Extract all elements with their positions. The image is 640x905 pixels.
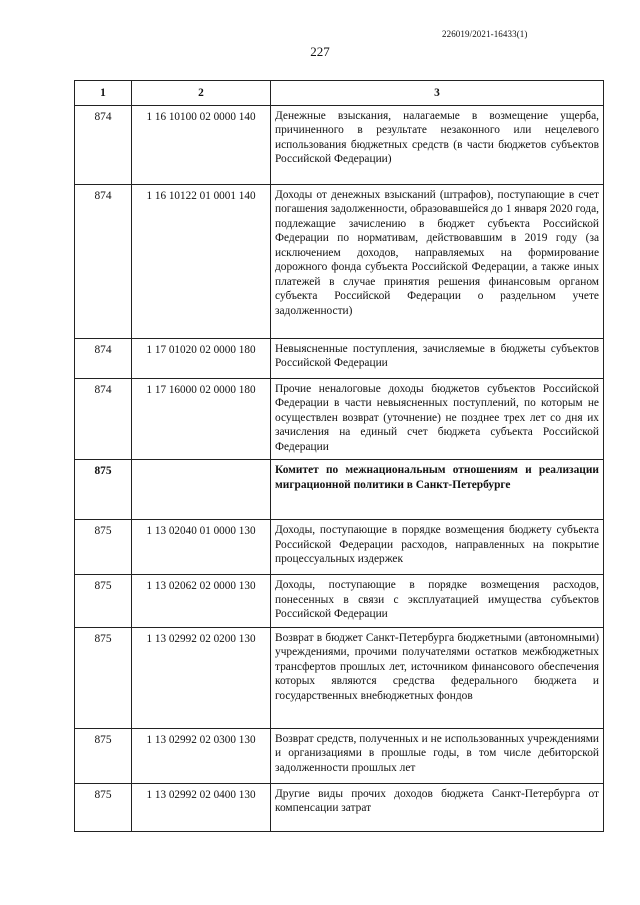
kbk-code: 1 17 16000 02 0000 180 [132, 378, 271, 460]
kbk-code: 1 13 02062 02 0000 130 [132, 575, 271, 628]
table-header-row [75, 81, 604, 106]
table-row [75, 338, 604, 378]
revenue-description: Возврат средств, полученных и не использованных учреждениями и организациями в прошлые годы, в том числе дебиторской задолженности прошлых лет [271, 728, 604, 783]
admin-code: 874 [75, 105, 132, 184]
revenue-description: Возврат в бюджет Санкт-Петербурга бюджетными (автономными) учреждениями, прочими получателями остатков межбюджетных трансфертов прошлых лет, источником финансового обеспечения которых являются средства федерального бюджета и государственных внебюджетных фондов [271, 627, 604, 728]
admin-code: 875 [75, 575, 132, 628]
table-row-administrator-heading [75, 460, 604, 520]
table-row [75, 184, 604, 338]
administrator-name: Комитет по межнациональным отношениям и реализации миграционной политики в Санкт-Петербурге [271, 460, 604, 520]
admin-code: 874 [75, 184, 132, 338]
table-row [75, 378, 604, 460]
header-col-1: 1 [75, 81, 132, 106]
kbk-code [132, 460, 271, 520]
table-row [75, 575, 604, 628]
admin-code: 875 [75, 728, 132, 783]
table-row [75, 783, 604, 831]
page-number: 227 [310, 44, 330, 59]
revenue-codes-table [74, 80, 604, 832]
kbk-code: 1 13 02040 01 0000 130 [132, 520, 271, 575]
kbk-code: 1 16 10122 01 0001 140 [132, 184, 271, 338]
kbk-code: 1 13 02992 02 0200 130 [132, 627, 271, 728]
admin-code: 875 [75, 627, 132, 728]
table-row [75, 105, 604, 184]
admin-code: 874 [75, 378, 132, 460]
admin-code: 875 [75, 783, 132, 831]
revenue-description: Доходы, поступающие в порядке возмещения расходов, понесенных в связи с эксплуатацией имущества субъектов Российской Федерации [271, 575, 604, 628]
revenue-description: Доходы от денежных взысканий (штрафов), поступающие в счет погашения задолженности, образовавшейся до 1 января 2020 года, подлежащие зачислению в бюджет субъекта Российской Федерации по нормативам, действовавшим в 2019 году (за исключением доходов, направляемых на формирование дорожного фонда субъекта Российской Федерации, а также иных платежей в случае принятия решения финансовым органом субъекта Российской Федерации о раздельном учете задолженности) [271, 184, 604, 338]
table-row [75, 520, 604, 575]
header-col-3: 3 [271, 81, 604, 106]
table-row [75, 728, 604, 783]
kbk-code: 1 13 02992 02 0300 130 [132, 728, 271, 783]
kbk-code: 1 13 02992 02 0400 130 [132, 783, 271, 831]
kbk-code: 1 16 10100 02 0000 140 [132, 105, 271, 184]
revenue-description: Другие виды прочих доходов бюджета Санкт-Петербурга от компенсации затрат [271, 783, 604, 831]
revenue-description: Денежные взыскания, налагаемые в возмещение ущерба, причиненного в результате незаконного или нецелевого использования бюджетных средств (в части бюджетов субъектов Российской Федерации) [271, 105, 604, 184]
header-col-2: 2 [132, 81, 271, 106]
revenue-description: Доходы, поступающие в порядке возмещения бюджету субъекта Российской Федерации расходов, направленных на покрытие процессуальных издержек [271, 520, 604, 575]
admin-code: 875 [75, 520, 132, 575]
revenue-description: Невыясненные поступления, зачисляемые в бюджеты субъектов Российской Федерации [271, 338, 604, 378]
document-id: 226019/2021-16433(1) [442, 29, 528, 39]
kbk-code: 1 17 01020 02 0000 180 [132, 338, 271, 378]
admin-code: 875 [75, 460, 132, 520]
table-row [75, 627, 604, 728]
admin-code: 874 [75, 338, 132, 378]
revenue-description: Прочие неналоговые доходы бюджетов субъектов Российской Федерации в части невыясненных поступлений, по которым не осуществлен возврат (уточнение) не позднее трех лет со дня их зачисления на единый счет бюджета субъекта Российской Федерации [271, 378, 604, 460]
